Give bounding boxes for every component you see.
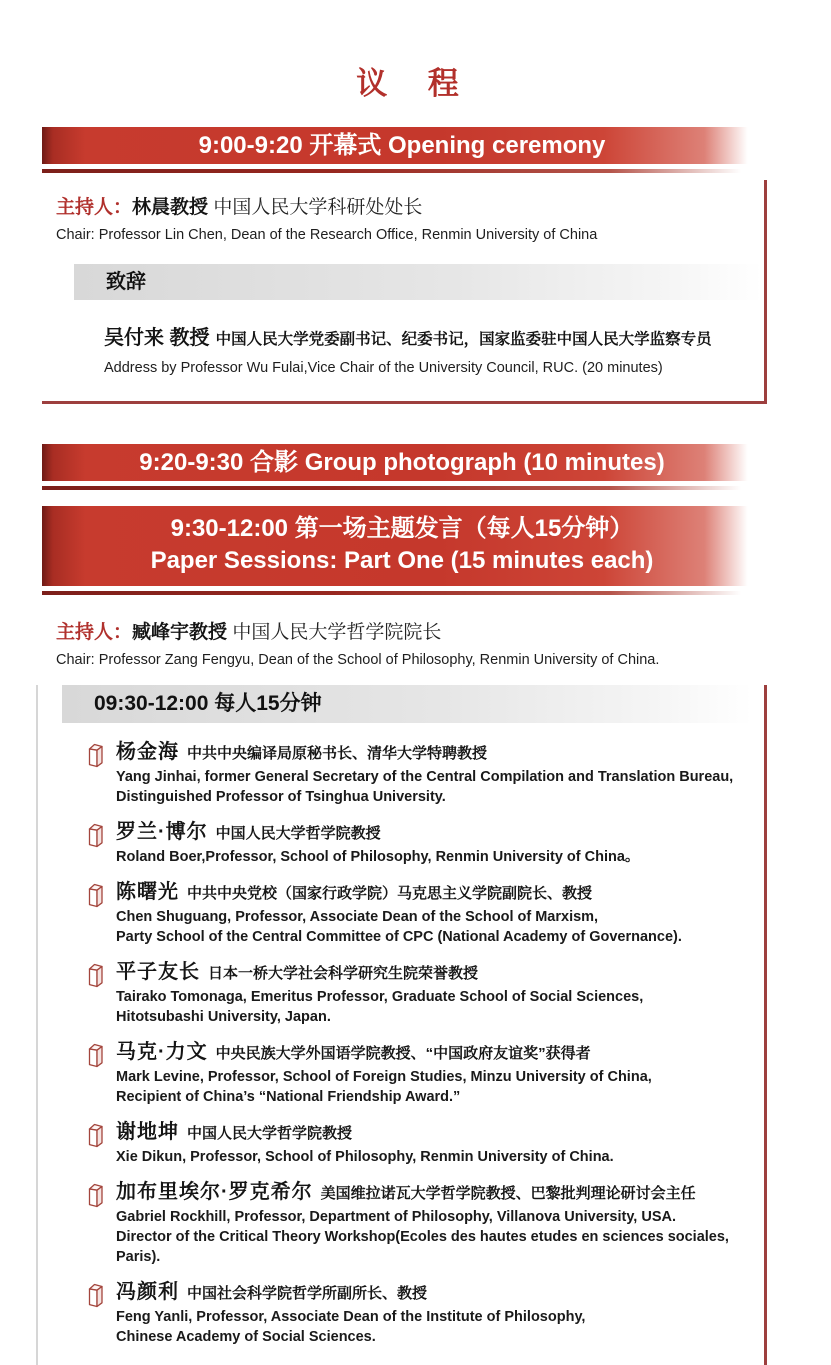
book-icon: [86, 819, 116, 867]
speaker-affiliation-cn: 中央民族大学外国语学院教授、“中国政府友谊奖”获得者: [215, 1045, 591, 1062]
speaker-cn-line: [116, 1119, 764, 1147]
book-icon: [86, 1039, 116, 1107]
speaker-en-line: Tairako Tomonaga, Emeritus Professor, Graduate School of Social Sciences,: [116, 989, 644, 1005]
speaker-text: [116, 1119, 764, 1167]
session1-box: [36, 685, 767, 1365]
speaker-en-line: Mark Levine, Professor, School of Foreign Studies, Minzu University of China,: [116, 1069, 652, 1085]
opening-chair-line: [56, 194, 754, 222]
speaker-en-line: Party School of the Central Committee of CPC (National Academy of Governance).: [116, 929, 682, 945]
book-icon: [86, 959, 116, 1027]
banner-paper-session-cn: 9:30-12:00 第一场主题发言（每人15分钟）: [170, 515, 634, 542]
speaker-cn-line: [116, 819, 764, 847]
speaker-en-line: Gabriel Rockhill, Professor, Department of Philosophy, Villanova University, USA.: [116, 1209, 677, 1225]
speaker-cn-line: [116, 1039, 764, 1067]
banner-shadow: [42, 486, 770, 490]
speaker-text: [116, 1179, 764, 1267]
speaker-en-line: Recipient of China’s “National Friendship Award.”: [116, 1089, 461, 1105]
speaker-en-lines: [116, 767, 764, 807]
opening-section: [42, 180, 767, 404]
speaker-name: 谢地坤: [116, 1121, 179, 1143]
speaker-en-line: Chinese Academy of Social Sciences.: [116, 1329, 376, 1345]
speaker-item: [86, 959, 764, 1027]
chair-name: 林晨教授: [132, 197, 209, 218]
speaker-en-line: Director of the Critical Theory Workshop(Ecoles des hautes etudes en sciences sociales, Paris).: [116, 1229, 729, 1265]
speaker-name: 平子友长: [116, 961, 200, 983]
speaker-en-lines: [116, 907, 764, 947]
speaker-text: [116, 739, 764, 807]
banner-opening-ceremony: 9:00-9:20 开幕式 Opening ceremony: [42, 127, 762, 164]
speaker-en-lines: [116, 1147, 764, 1167]
speaker-name: 加布里埃尔·罗克希尔: [116, 1181, 313, 1203]
speaker-item: [86, 1179, 764, 1267]
speaker-item: [86, 1279, 764, 1347]
speaker-affiliation-cn: 美国维拉诺瓦大学哲学院教授、巴黎批判理论研讨会主任: [320, 1185, 696, 1202]
speaker-text: [116, 1039, 764, 1107]
speaker-en-line: Xie Dikun, Professor, School of Philosophy, Renmin University of China.: [116, 1149, 614, 1165]
book-icon: [86, 1179, 116, 1267]
speaker-name: 马克·力文: [116, 1041, 208, 1063]
speaker-en-line: Yang Jinhai, former General Secretary of the Central Compilation and Translation Bureau,: [116, 769, 734, 785]
speaker-item: [86, 1039, 764, 1107]
speaker-affiliation-cn: 日本一桥大学社会科学研究生院荣誉教授: [208, 965, 479, 982]
speaker-list: [38, 739, 764, 1347]
speaker-en-line: Roland Boer,Professor, School of Philosophy, Renmin University of China。: [116, 849, 640, 865]
address-speaker-affiliation: 中国人民大学党委副书记、纪委书记，国家监委驻中国人民大学监察专员: [215, 331, 712, 348]
speaker-en-lines: [116, 847, 764, 867]
banner-paper-session: [42, 506, 762, 586]
speaker-cn-line: [116, 1279, 764, 1307]
address-header-bar: 致辞: [74, 264, 762, 300]
speaker-item: [86, 1119, 764, 1167]
speaker-name: 杨金海: [116, 741, 179, 763]
chair-label: 主持人：: [56, 622, 133, 643]
speaker-name: 冯颜利: [116, 1281, 179, 1303]
speaker-en-lines: [116, 987, 764, 1027]
address-speaker-en: Address by Professor Wu Fulai,Vice Chair of the University Council, RUC. (20 minutes): [104, 360, 663, 376]
banner-shadow: [42, 591, 770, 595]
speaker-text: [116, 959, 764, 1027]
speaker-affiliation-cn: 中国人民大学哲学院教授: [187, 1125, 353, 1142]
speaker-en-line: Feng Yanli, Professor, Associate Dean of the Institute of Philosophy,: [116, 1309, 586, 1325]
banner-shadow: [42, 169, 770, 173]
banner-paper-session-en: Paper Sessions: Part One (15 minutes each): [150, 547, 654, 574]
speaker-en-line: Chen Shuguang, Professor, Associate Dean of the School of Marxism,: [116, 909, 599, 925]
chair-label: 主持人：: [56, 197, 133, 218]
book-icon: [86, 739, 116, 807]
speaker-en-lines: [116, 1207, 764, 1267]
speaker-cn-line: [116, 1179, 764, 1207]
speaker-name: 罗兰·博尔: [116, 821, 208, 843]
book-icon: [86, 1279, 116, 1347]
session1-chair-en: Chair: Professor Zang Fengyu, Dean of the School of Philosophy, Renmin University of China.: [56, 652, 660, 668]
speaker-text: [116, 819, 764, 867]
speaker-en-lines: [116, 1307, 764, 1347]
session1-chair-block: [56, 619, 831, 671]
speaker-name: 陈曙光: [116, 881, 179, 903]
book-icon: [86, 879, 116, 947]
speaker-en-line: Distinguished Professor of Tsinghua University.: [116, 789, 446, 805]
banner-group-photograph: 9:20-9:30 合影 Group photograph (10 minutes): [42, 444, 762, 481]
speaker-item: [86, 819, 764, 867]
book-icon: [86, 1119, 116, 1167]
speaker-affiliation-cn: 中共中央编译局原秘书长、清华大学特聘教授: [187, 745, 488, 762]
speaker-affiliation-cn: 中共中央党校（国家行政学院）马克思主义学院副院长、教授: [187, 885, 593, 902]
speaker-text: [116, 1279, 764, 1347]
opening-chair-en: Chair: Professor Lin Chen, Dean of the Research Office, Renmin University of China: [56, 227, 598, 243]
speaker-item: [86, 879, 764, 947]
speaker-affiliation-cn: 中国人民大学哲学院教授: [215, 825, 381, 842]
speaker-en-lines: [116, 1067, 764, 1107]
chair-affiliation: 中国人民大学哲学院院长: [232, 622, 442, 643]
page-title: 议 程: [356, 66, 475, 101]
speaker-affiliation-cn: 中国社会科学院哲学所副所长、教授: [187, 1285, 428, 1302]
speaker-en-line: Hitotsubashi University, Japan.: [116, 1009, 331, 1025]
session1-chair-line: [56, 619, 831, 647]
speaker-cn-line: [116, 879, 764, 907]
speaker-item: [86, 739, 764, 807]
chair-name: 臧峰宇教授: [132, 622, 228, 643]
address-speaker-name: 吴付来 教授: [104, 327, 210, 349]
speaker-text: [116, 879, 764, 947]
speaker-cn-line: [116, 959, 764, 987]
address-speaker-line: [104, 324, 754, 354]
speaker-cn-line: [116, 739, 764, 767]
session1-time-bar: 09:30-12:00 每人15分钟: [62, 685, 752, 723]
chair-affiliation: 中国人民大学科研处处长: [213, 197, 423, 218]
